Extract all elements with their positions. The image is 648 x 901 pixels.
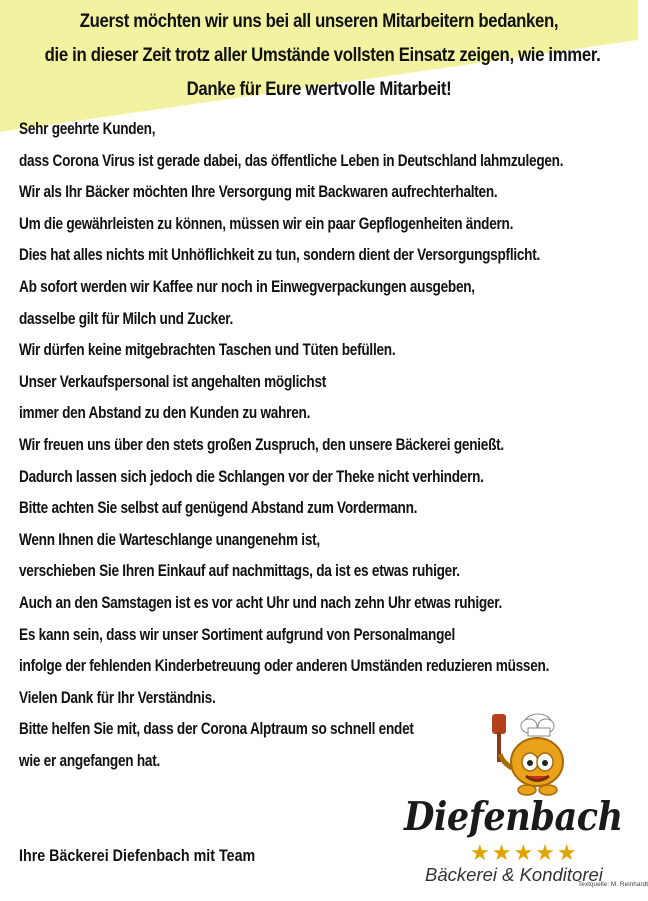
diefenbach-logo: [400, 710, 648, 901]
brand-subtitle: Bäckerei & Konditorei: [425, 864, 603, 885]
letter-line: Vielen Dank für Ihr Verständnis.: [19, 688, 216, 707]
letter-line: Sehr geehrte Kunden,: [19, 120, 156, 138]
pretzel-baker-mascot-icon: [482, 710, 572, 798]
signoff: Ihre Bäckerei Diefenbach mit Team: [19, 846, 256, 865]
letter-line: dass Corona Virus ist gerade dabei, das öffentliche Leben in Deutschland lahmzulegen.: [19, 151, 564, 170]
letter-line: Wenn Ihnen die Warteschlange unangenehm ist,: [19, 530, 320, 549]
letter-line: wie er angefangen hat.: [19, 751, 161, 770]
customer-letter: [19, 114, 563, 777]
header-line-1: Zuerst möchten wir uns bei all unseren Mitarbeitern bedanken,: [79, 10, 559, 32]
letter-line: Um die gewährleisten zu können, müssen wir ein paar Gepflogenheiten ändern.: [19, 214, 514, 233]
rating-stars: ★★★★★: [470, 840, 579, 865]
text-source-credit: Textquelle: M. Reinhardt: [578, 881, 648, 888]
letter-line: dasselbe gilt für Milch und Zucker.: [19, 309, 234, 328]
letter-line: verschieben Sie Ihren Einkauf auf nachmittags, da ist es etwas ruhiger.: [19, 562, 460, 581]
letter-line: Dies hat alles nichts mit Unhöflichkeit zu tun, sondern dient der Versorgungspflicht.: [19, 246, 541, 265]
letter-line: Wir freuen uns über den stets großen Zuspruch, den unsere Bäckerei genießt.: [19, 435, 504, 454]
letter-line: Es kann sein, dass wir unser Sortiment aufgrund von Personalmangel: [19, 625, 455, 644]
header-line-2: die in dieser Zeit trotz aller Umstände vollsten Einsatz zeigen, wie immer.: [44, 44, 601, 66]
brand-name: Diefenbach: [404, 794, 623, 840]
letter-line: Auch an den Samstagen ist es vor acht Uhr und nach zehn Uhr etwas ruhiger.: [19, 593, 503, 612]
letter-line: Bitte helfen Sie mit, dass der Corona Alptraum so schnell endet: [19, 720, 414, 739]
letter-line: Wir als Ihr Bäcker möchten Ihre Versorgung mit Backwaren aufrechterhalten.: [19, 183, 498, 202]
letter-line: Wir dürfen keine mitgebrachten Taschen und Tüten befüllen.: [19, 341, 396, 360]
letter-line: infolge der fehlenden Kinderbetreuung oder anderen Umständen reduzieren müssen.: [19, 657, 550, 676]
letter-line: Unser Verkaufspersonal ist angehalten möglichst: [19, 372, 327, 391]
letter-line: immer den Abstand zu den Kunden zu wahren.: [19, 404, 311, 423]
letter-line: Dadurch lassen sich jedoch die Schlangen vor der Theke nicht verhindern.: [19, 467, 484, 486]
header-line-3: Danke für Eure wertvolle Mitarbeit!: [186, 78, 452, 100]
letter-line: Bitte achten Sie selbst auf genügend Abstand zum Vordermann.: [19, 499, 418, 518]
letter-line: Ab sofort werden wir Kaffee nur noch in Einwegverpackungen ausgeben,: [19, 277, 475, 296]
thank-you-header: [44, 4, 601, 106]
